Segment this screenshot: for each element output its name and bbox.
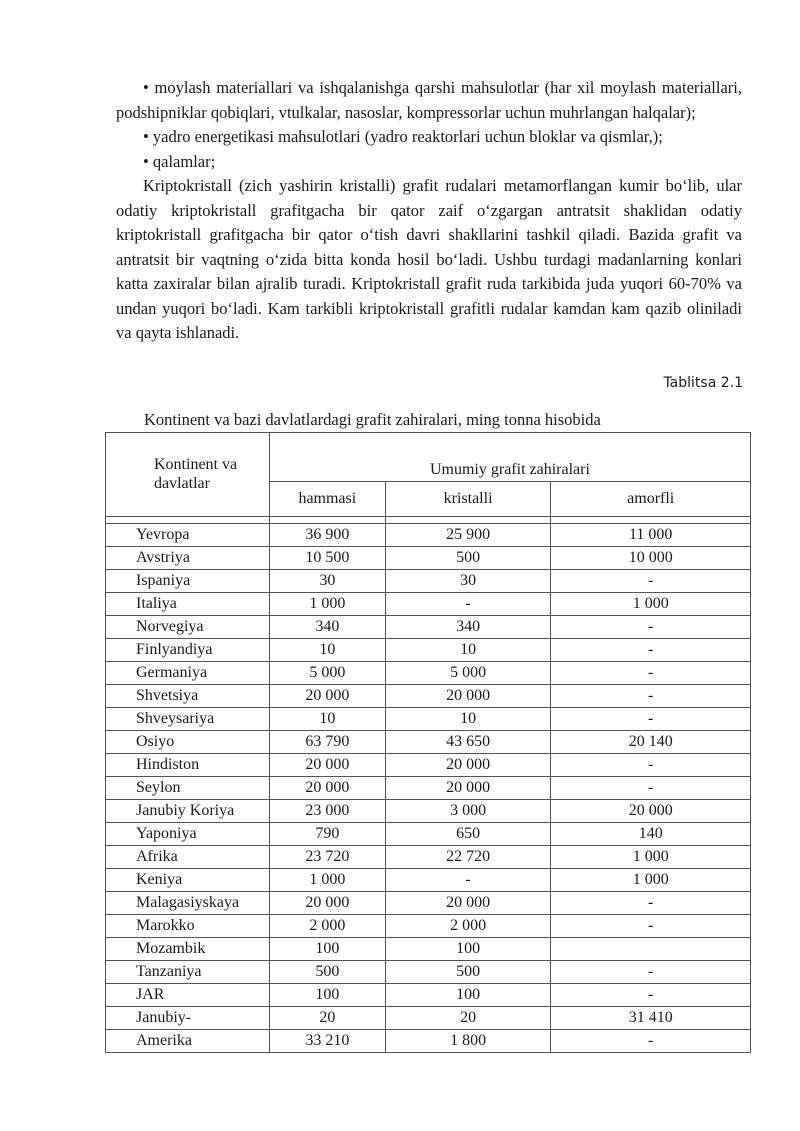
cell-total: 1 000 xyxy=(269,869,385,892)
cell-region: JAR xyxy=(106,984,270,1007)
cell-total: 33 210 xyxy=(269,1030,385,1053)
table-row xyxy=(106,524,751,547)
cell-region: Tanzaniya xyxy=(106,961,270,984)
cell-total: 20 000 xyxy=(269,754,385,777)
cell-amorphous: 20 000 xyxy=(551,800,751,823)
cell-amorphous: 1 000 xyxy=(551,869,751,892)
cell-amorphous: - xyxy=(551,1030,751,1053)
cell-region: Keniya xyxy=(106,869,270,892)
cell-total: 30 xyxy=(269,570,385,593)
cell-total: 20 xyxy=(269,1007,385,1030)
cell-total: 500 xyxy=(269,961,385,984)
cell-crystalline: 22 720 xyxy=(385,846,551,869)
cell-region: Germaniya xyxy=(106,662,270,685)
cell-amorphous: - xyxy=(551,777,751,800)
cell-amorphous: 31 410 xyxy=(551,1007,751,1030)
paragraph-pencils: • qalamlar; xyxy=(143,151,216,171)
cell-amorphous: - xyxy=(551,984,751,1007)
table-row xyxy=(106,1030,751,1053)
cell-crystalline: 20 000 xyxy=(385,892,551,915)
cell-amorphous: - xyxy=(551,685,751,708)
spacer-row xyxy=(106,517,751,524)
table-row xyxy=(106,915,751,938)
cell-region: Italiya xyxy=(106,593,270,616)
cell-crystalline: 20 000 xyxy=(385,777,551,800)
cell-total: 100 xyxy=(269,938,385,961)
cell-amorphous: - xyxy=(551,662,751,685)
cell-amorphous: - xyxy=(551,708,751,731)
cell-crystalline: 5 000 xyxy=(385,662,551,685)
cell-amorphous: - xyxy=(551,639,751,662)
cell-region: Marokko xyxy=(106,915,270,938)
table-row xyxy=(106,570,751,593)
table-caption: Kontinent va bazi davlatlardagi grafit zahiralari, ming tonna hisobida xyxy=(144,410,601,429)
cell-total: 20 000 xyxy=(269,892,385,915)
cell-region: Janubiy- xyxy=(106,1007,270,1030)
cell-total: 10 500 xyxy=(269,547,385,570)
column-header-amorphous: amorfli xyxy=(551,482,751,517)
table-row xyxy=(106,685,751,708)
table-row xyxy=(106,800,751,823)
table-row xyxy=(106,639,751,662)
cell-region: Shveysariya xyxy=(106,708,270,731)
cell-crystalline: 650 xyxy=(385,823,551,846)
table-row xyxy=(106,616,751,639)
cell-region: Yaponiya xyxy=(106,823,270,846)
cell-crystalline: - xyxy=(385,593,551,616)
table-number: Tablitsa 2.1 xyxy=(663,375,743,391)
cell-crystalline: 10 xyxy=(385,708,551,731)
cell-crystalline: 500 xyxy=(385,961,551,984)
table-row xyxy=(106,846,751,869)
cell-region: Avstriya xyxy=(106,547,270,570)
group-header: Umumiy grafit zahiralari xyxy=(269,433,750,482)
cell-amorphous: - xyxy=(551,570,751,593)
table-row xyxy=(106,547,751,570)
paragraph-nuclear: • yadro energetikasi mahsulotlari (yadro reaktorlari uchun bloklar va qismlar,); xyxy=(143,127,663,146)
cell-region: Afrika xyxy=(106,846,270,869)
cell-region: Janubiy Koriya xyxy=(106,800,270,823)
cell-crystalline: 30 xyxy=(385,570,551,593)
cell-region: Amerika xyxy=(106,1030,270,1053)
body-text xyxy=(116,76,742,346)
cell-crystalline: 25 900 xyxy=(385,524,551,547)
cell-region: Norvegiya xyxy=(106,616,270,639)
cell-crystalline: 2 000 xyxy=(385,915,551,938)
table-row xyxy=(106,593,751,616)
cell-crystalline: 100 xyxy=(385,938,551,961)
cell-amorphous: 1 000 xyxy=(551,846,751,869)
cell-region: Hindiston xyxy=(106,754,270,777)
cell-amorphous: - xyxy=(551,754,751,777)
cell-amorphous: - xyxy=(551,915,751,938)
cell-total: 20 000 xyxy=(269,777,385,800)
cell-total: 790 xyxy=(269,823,385,846)
cell-region: Yevropa xyxy=(106,524,270,547)
cell-region: Mozambik xyxy=(106,938,270,961)
cell-region: Shvetsiya xyxy=(106,685,270,708)
cell-total: 23 720 xyxy=(269,846,385,869)
cell-total: 20 000 xyxy=(269,685,385,708)
table-row xyxy=(106,892,751,915)
cell-crystalline: 1 800 xyxy=(385,1030,551,1053)
cell-crystalline: 20 000 xyxy=(385,754,551,777)
table-row xyxy=(106,938,751,961)
cell-total: 10 xyxy=(269,708,385,731)
cell-total: 23 000 xyxy=(269,800,385,823)
cell-amorphous: 10 000 xyxy=(551,547,751,570)
table-row xyxy=(106,869,751,892)
cell-crystalline: 10 xyxy=(385,639,551,662)
cell-amorphous: - xyxy=(551,961,751,984)
table-row xyxy=(106,1007,751,1030)
cell-region: Ispaniya xyxy=(106,570,270,593)
cell-region: Malagasiyskaya xyxy=(106,892,270,915)
cell-total: 63 790 xyxy=(269,731,385,754)
cell-crystalline: 20 xyxy=(385,1007,551,1030)
table-row xyxy=(106,708,751,731)
cell-total: 1 000 xyxy=(269,593,385,616)
cell-total: 100 xyxy=(269,984,385,1007)
cell-amorphous: - xyxy=(551,616,751,639)
corner-header: Kontinent va davlatlar xyxy=(106,433,270,517)
cell-region: Osiyo xyxy=(106,731,270,754)
cell-amorphous: - xyxy=(551,892,751,915)
cell-total: 10 xyxy=(269,639,385,662)
table-row xyxy=(106,754,751,777)
table-row xyxy=(106,731,751,754)
cell-crystalline: 43 650 xyxy=(385,731,551,754)
cell-crystalline: 340 xyxy=(385,616,551,639)
column-header-total: hammasi xyxy=(269,482,385,517)
column-header-crystalline: kristalli xyxy=(385,482,551,517)
table-row xyxy=(106,984,751,1007)
cell-amorphous: 11 000 xyxy=(551,524,751,547)
paragraph-lubricants: • moylash materiallari va ishqalanishga qarshi mahsulotlar (har xil moylash materiallari, podshipniklar qobiqlari, vtulkalar, nasoslar, kompressorlar uchun muhrlangan halqalar); xyxy=(116,78,742,122)
cell-amorphous: 20 140 xyxy=(551,731,751,754)
cell-total: 2 000 xyxy=(269,915,385,938)
cell-amorphous: 1 000 xyxy=(551,593,751,616)
table-row xyxy=(106,961,751,984)
table-row xyxy=(106,777,751,800)
cell-crystalline: 500 xyxy=(385,547,551,570)
cell-region: Finlyandiya xyxy=(106,639,270,662)
cell-total: 5 000 xyxy=(269,662,385,685)
cell-amorphous: 140 xyxy=(551,823,751,846)
table-row xyxy=(106,823,751,846)
graphite-reserves-table xyxy=(105,432,751,1053)
cell-total: 36 900 xyxy=(269,524,385,547)
cell-crystalline: 3 000 xyxy=(385,800,551,823)
cell-total: 340 xyxy=(269,616,385,639)
cell-region: Seylon xyxy=(106,777,270,800)
cell-crystalline: 100 xyxy=(385,984,551,1007)
cell-crystalline: - xyxy=(385,869,551,892)
cell-crystalline: 20 000 xyxy=(385,685,551,708)
cell-amorphous xyxy=(551,938,751,961)
table-row xyxy=(106,662,751,685)
paragraph-cryptocrystalline: Kriptokristall (zich yashirin kristalli) grafit rudalari metamorflangan kumir bo‘lib, ular odatiy kriptokristall grafitgacha bir qator zaif o‘zgargan antratsit shaklidan odatiy kriptokristall grafitgacha bir qator o‘tish davri shakllarini tashkil qiladi. Bazida grafit va antratsit bir vaqtning o‘zida bitta konda hosil bo‘ladi. Ushbu turdagi madanlarning konlari katta zaxiralar bilan ajralib turadi. Kriptokristall grafit ruda tarkibida juda yuqori 60-70% va undan yuqori bo‘ladi. Kam tarkibli kriptokristall grafitli rudalar kamdan kam qazib oliniladi va qayta ishlanadi. xyxy=(116,176,742,342)
